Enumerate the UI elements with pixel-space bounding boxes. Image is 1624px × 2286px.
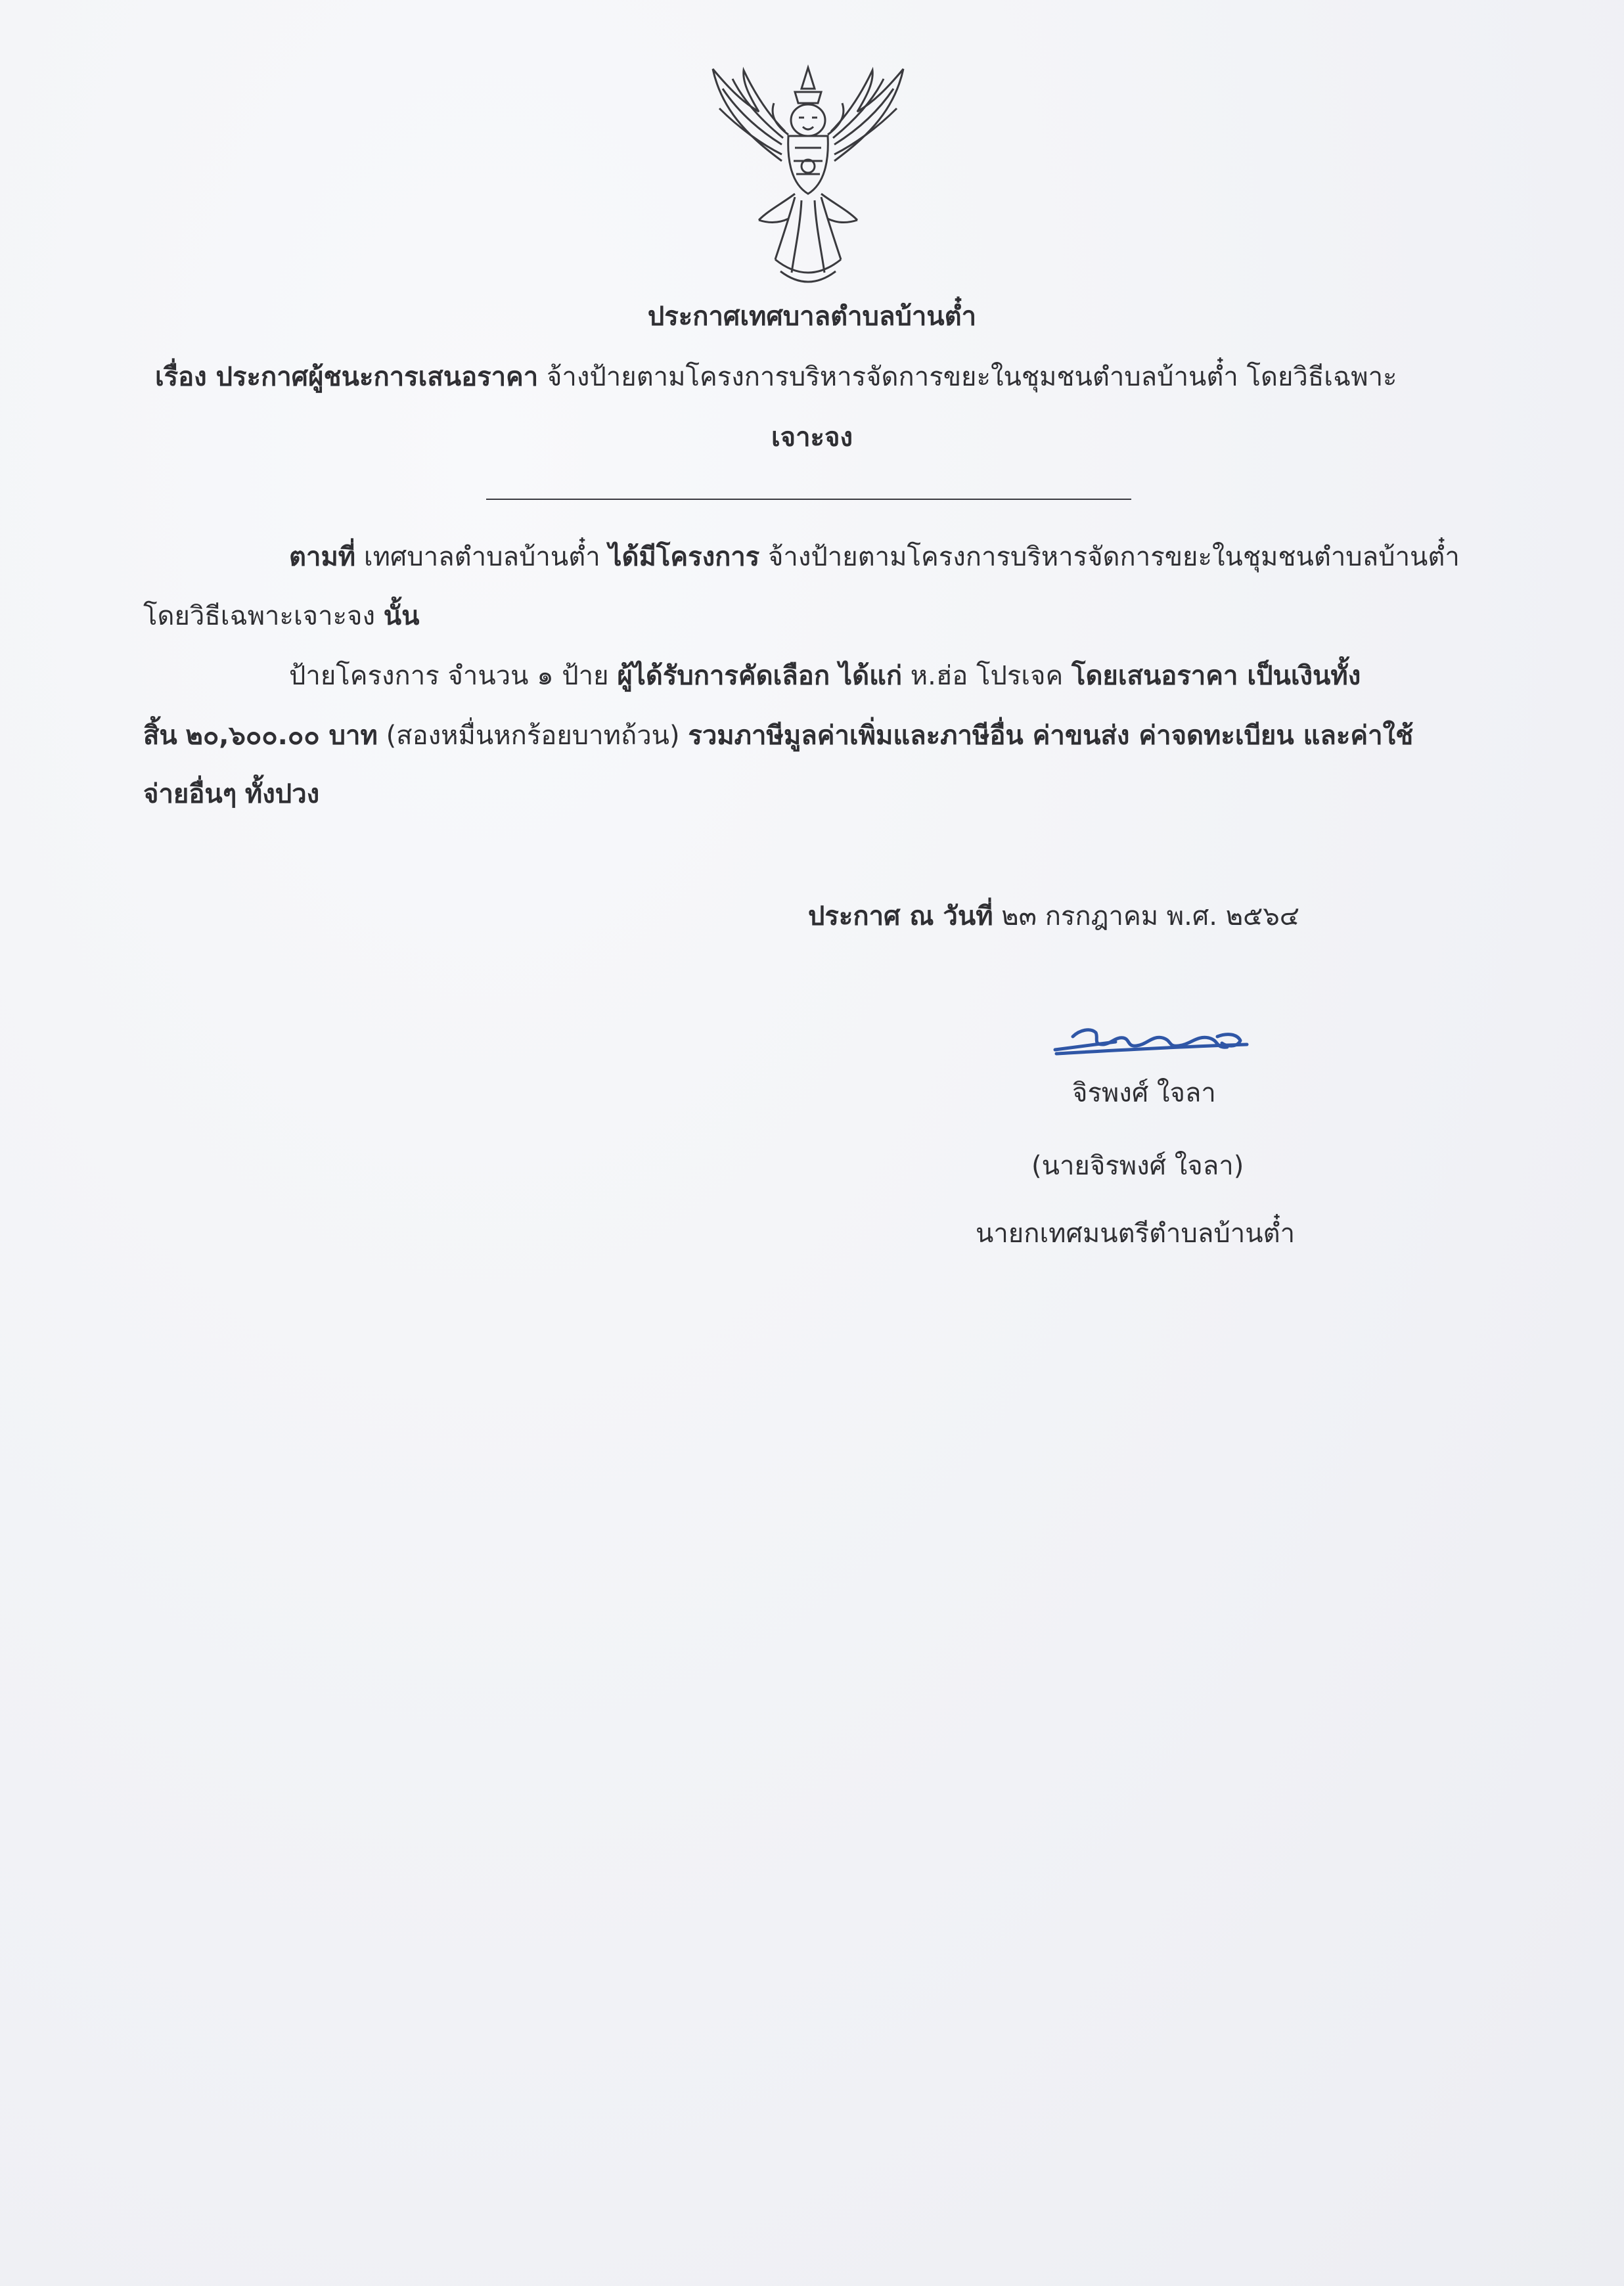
para2-line3-text: ทั้งปวง [244, 779, 320, 809]
para1-label-1: ตามที่ [289, 542, 356, 572]
paragraph-2-line-1 [289, 656, 1361, 696]
announce-date: ๒๓ กรกฎาคม พ.ศ. ๒๕๖๔ [1001, 901, 1299, 931]
document-title: ประกาศเทศบาลตำบลบ้านต๋ำ [647, 302, 977, 332]
subject-continuation: เจาะจง [771, 422, 853, 453]
para2-amount-words: (สองหมื่นหกร้อยบาทถ้วน) [386, 721, 680, 751]
para1-label-2: ได้มีโครงการ [608, 542, 760, 572]
para2-label-2: โดยเสนอราคา เป็นเงินทั้ง [1071, 661, 1361, 691]
para2-amount: ๒๐,๖๐๐.๐๐ บาท [185, 721, 378, 751]
signer-name: จิรพงศ์ ใจลา [1072, 1078, 1216, 1108]
para2-text-2: ห.ฮ่อ โปรเจค [910, 661, 1064, 691]
announce-label: ประกาศ ณ วันที่ [808, 901, 993, 931]
announcement-date-line [808, 897, 1299, 936]
para2-line3-label: จ่ายอื่นๆ [143, 779, 237, 809]
para2-label-1: ผู้ได้รับการคัดเลือก ได้แก่ [617, 661, 903, 691]
signer-full-name: (นายจิรพงศ์ ใจลา) [1031, 1151, 1244, 1181]
subject-text: จ้างป้ายตามโครงการบริหารจัดการขยะในชุมชนตำบลบ้านต๋ำ โดยวิธีเฉพาะ [546, 362, 1397, 392]
paragraph-2-line-3 [143, 774, 319, 814]
subject-line [155, 357, 1397, 397]
paragraph-2-line-2 [143, 716, 1413, 755]
paragraph-1-line-2 [143, 596, 419, 636]
para2-line2-label-2: รวมภาษีมูลค่าเพิ่มและภาษีอื่น ค่าขนส่ง ค่าจดทะเบียน และค่าใช้ [688, 721, 1414, 751]
para2-text-1: ป้ายโครงการ จำนวน ๑ ป้าย [289, 661, 609, 691]
garuda-emblem-icon [696, 62, 920, 292]
para1-text-2: จ้างป้ายตามโครงการบริหารจัดการขยะในชุมชนตำบลบ้านต๋ำ [767, 542, 1460, 572]
para2-line2-label-1: สิ้น [143, 721, 177, 751]
paragraph-1-line-1 [289, 537, 1460, 577]
divider-line [486, 499, 1131, 500]
handwritten-signature-icon [1050, 1018, 1255, 1064]
subject-label: เรื่อง ประกาศผู้ชนะการเสนอราคา [155, 362, 539, 392]
signer-position: นายกเทศมนตรีตำบลบ้านต๋ำ [976, 1219, 1296, 1249]
para1-text-1: เทศบาลตำบลบ้านต๋ำ [363, 542, 600, 572]
para1-line2-text: โดยวิธีเฉพาะเจาะจง [143, 601, 384, 631]
para1-line2-bold: นั้น [383, 601, 420, 631]
